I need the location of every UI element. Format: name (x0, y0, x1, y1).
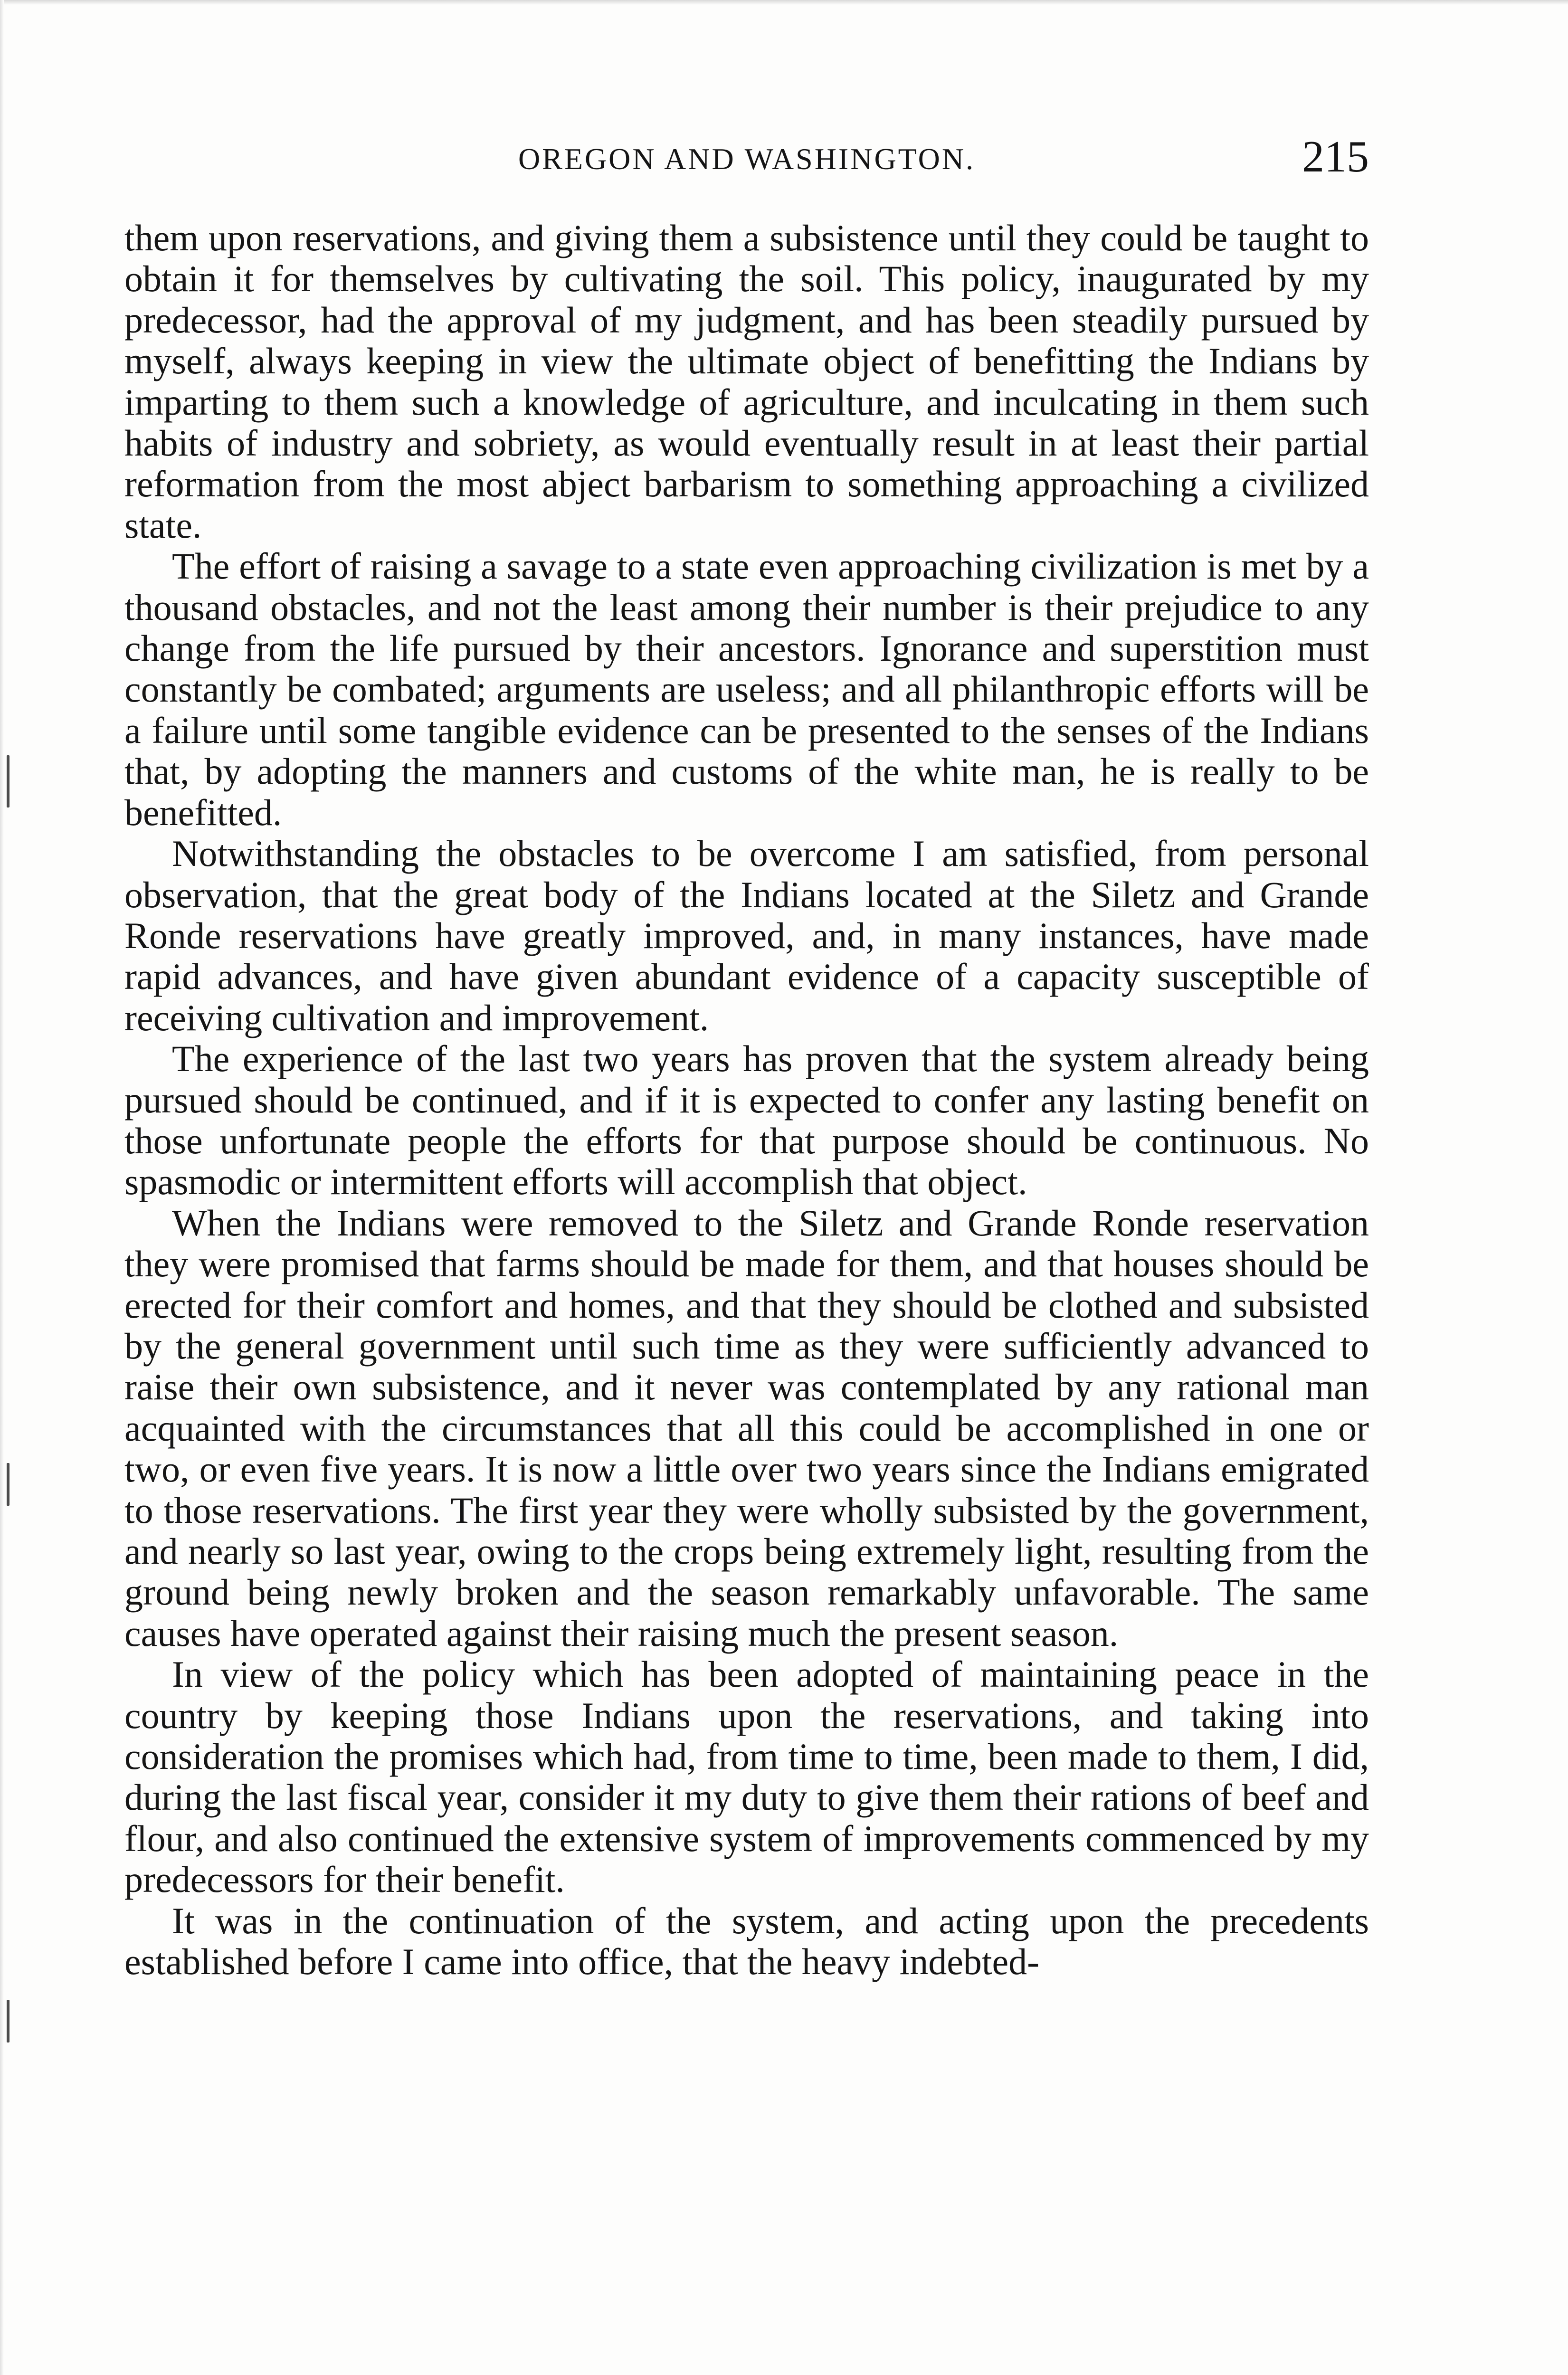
paragraph: them upon reservations, and giving them a subsistence until they could be taught to obtain it for themselves by cultivating the soil. This policy, inaugurated by my predecessor, had the approval of my judgment, and has been steadily pursued by myself, always keeping in view the ultimate object of benefitting the Indians by imparting to them such a knowledge of agriculture, and inculcating in them such habits of industry and sobriety, as would eventually result in at least their partial reformation from the most abject barbarism to something approaching a civilized state. (124, 218, 1369, 546)
margin-mark (7, 2000, 10, 2042)
paragraph: The experience of the last two years has proven that the system already being pursued should be continued, and if it is expected to confer any lasting benefit on those unfortunate people the efforts for that purpose should be continuous. No spasmodic or intermittent efforts will accomplish that object. (124, 1038, 1369, 1203)
paragraph: In view of the policy which has been adopted of maintaining peace in the country by keeping those Indians upon the reservations, and taking into consideration the promises which had, from time to time, been made to them, I did, during the last fiscal year, consider it my duty to give them their rations of beef and flour, and also continued the extensive system of improvements commenced by my predecessors for their benefit. (124, 1653, 1369, 1900)
paragraph: When the Indians were removed to the Siletz and Grande Ronde reservation they were promised that farms should be made for them, and that houses should be erected for their comfort and homes, and that they should be clothed and subsisted by the general government until such time as they were sufficiently advanced to raise their own subsistence, and it never was contemplated by any rational man acquainted with the circumstances that all this could be accomplished in one or two, or even five years. It is now a little over two years since the Indians emigrated to those reservations. The first year they were wholly subsisted by the government, and nearly so last year, owing to the crops being extremely light, resulting from the ground being newly broken and the season remarkably unfavorable. The same causes have operated against their raising much the present season. (124, 1202, 1369, 1654)
paragraph: The effort of raising a savage to a state even approaching civilization is met by a thousand obstacles, and not the least among their number is their prejudice to any change from the life pursued by their ancestors. Ignorance and superstition must constantly be combated; arguments are useless; and all philanthropic efforts will be a failure until some tangible evidence can be presented to the senses of the Indians that, by adopting the manners and customs of the white man, he is really to be benefitted. (124, 545, 1369, 833)
page-number: 215 (1302, 132, 1369, 181)
paragraph: Notwithstanding the obstacles to be overcome I am satisfied, from personal observation, that the great body of the Indians located at the Siletz and Grande Ronde reservations have greatly improved, and, in many instances, have made rapid advances, and have given abundant evidence of a capacity susceptible of receiving cultivation and improvement. (124, 833, 1369, 1038)
page-header (124, 131, 1369, 183)
margin-mark (7, 755, 10, 808)
running-title: OREGON AND WASHINGTON. (518, 142, 976, 176)
page-top-edge-shadow (0, 0, 1568, 5)
body-text (124, 218, 1369, 2375)
paragraph: It was in the continuation of the system, and acting upon the precedents established before I came into office, that the heavy indebted- (124, 1900, 1369, 1983)
margin-mark (7, 1463, 10, 1506)
page-left-edge-shadow (0, 0, 4, 2375)
